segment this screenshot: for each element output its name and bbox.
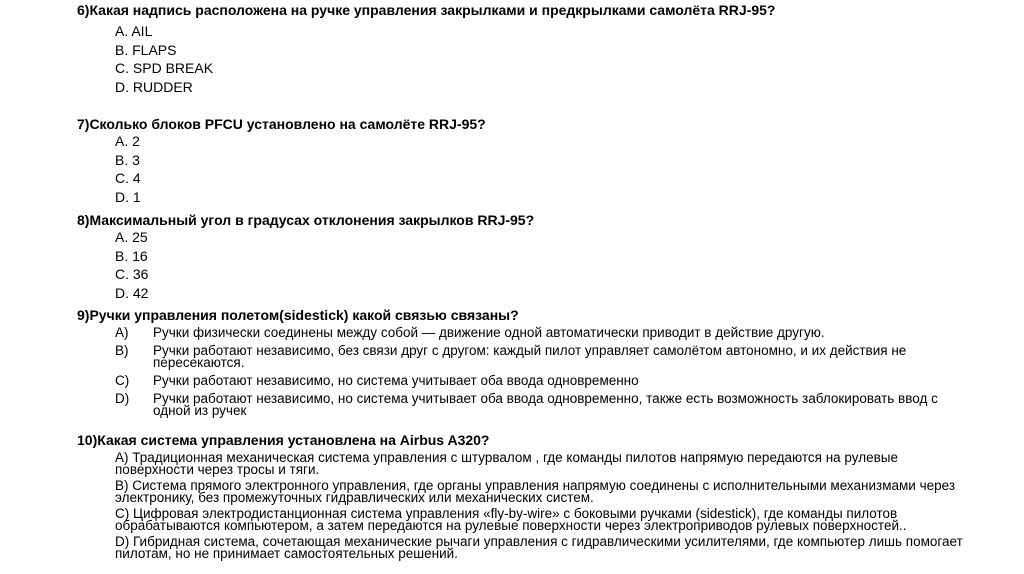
question-10 — [77, 432, 977, 560]
answer-option: B. 3 — [115, 151, 140, 168]
answer-option: B) Система прямого электронного управления, где органы управления напрямую соединены с исполнительными механизмами через электронику, без промежуточных гидравлических или механических систем. — [115, 478, 956, 505]
answer-option: D. 1 — [115, 188, 141, 205]
option-text: Ручки работают независимо, но система учитывает оба ввода одновременно — [153, 373, 639, 388]
question-title: 6)Какая надпись расположена на ручке управления закрылками и предкрылками самолёта RRJ-95? — [77, 2, 776, 18]
answer-option — [115, 375, 977, 387]
answer-option: A. 25 — [115, 229, 148, 245]
answer-option: C. SPD BREAK — [115, 60, 214, 76]
answer-option: D. 42 — [115, 284, 149, 301]
question-9 — [77, 307, 977, 432]
answer-options — [115, 132, 977, 206]
answer-options — [115, 327, 977, 417]
option-letter: A) — [115, 325, 129, 340]
question-title: 9)Ручки управления полетом(sidestick) какой связью связаны? — [77, 307, 519, 323]
answer-option — [115, 393, 977, 417]
question-title: 8)Максимальный угол в градусах отклонения закрылков RRJ-95? — [77, 212, 535, 228]
question-6 — [77, 4, 977, 116]
option-letter: D) — [115, 391, 130, 406]
option-text: Ручки работают независимо, без связи друг с другом: каждый пилот управляет самолётом автономно, и их действия не пересекаются. — [153, 343, 907, 370]
question-title: 7)Сколько блоков PFCU установлено на самолёте RRJ-95? — [77, 116, 486, 132]
answer-option: B. 16 — [115, 247, 148, 264]
answer-option: B. FLAPS — [115, 41, 177, 58]
quiz-page — [77, 4, 977, 564]
option-text: Ручки физически соединены между собой — движение одной автоматически приводит в действие другую. — [153, 325, 825, 340]
answer-option: C) Цифровая электродистанционная система управления «fly-by-wire» с боковыми ручками (sidestick), где команды пилотов обрабатываются компьютером, а затем передаются на рулевые поверхности через электроприводов рулевых поверхностей.. — [115, 506, 907, 533]
question-7 — [77, 116, 977, 212]
answer-option: A. 2 — [115, 133, 140, 149]
answer-option: D. RUDDER — [115, 78, 193, 95]
option-letter: B) — [115, 343, 129, 358]
option-letter: C) — [115, 373, 130, 388]
answer-option: A. AIL — [115, 23, 153, 39]
question-8 — [77, 212, 977, 307]
answer-option: C. 4 — [115, 170, 141, 186]
answer-option: A) Традиционная механическая система управления с штурвалом , где команды пилотов напрямую передаются на рулевые поверхности через тросы и тяги. — [115, 450, 898, 477]
answer-option — [115, 327, 977, 339]
answer-options — [115, 22, 977, 96]
answer-option — [115, 345, 977, 369]
option-text: Ручки работают независимо, но система учитывает оба ввода одновременно, также есть возможность заблокировать ввод с одной из ручек — [153, 391, 938, 418]
answer-option: C. 36 — [115, 266, 149, 282]
answer-options — [115, 228, 977, 302]
question-title: 10)Какая система управления установлена на Airbus A320? — [77, 432, 490, 448]
answer-option: D) Гибридная система, сочетающая механические рычаги управления с гидравлическими усилителями, где компьютер лишь помогает пилотам, но не принимает самостоятельных решений. — [115, 534, 963, 561]
